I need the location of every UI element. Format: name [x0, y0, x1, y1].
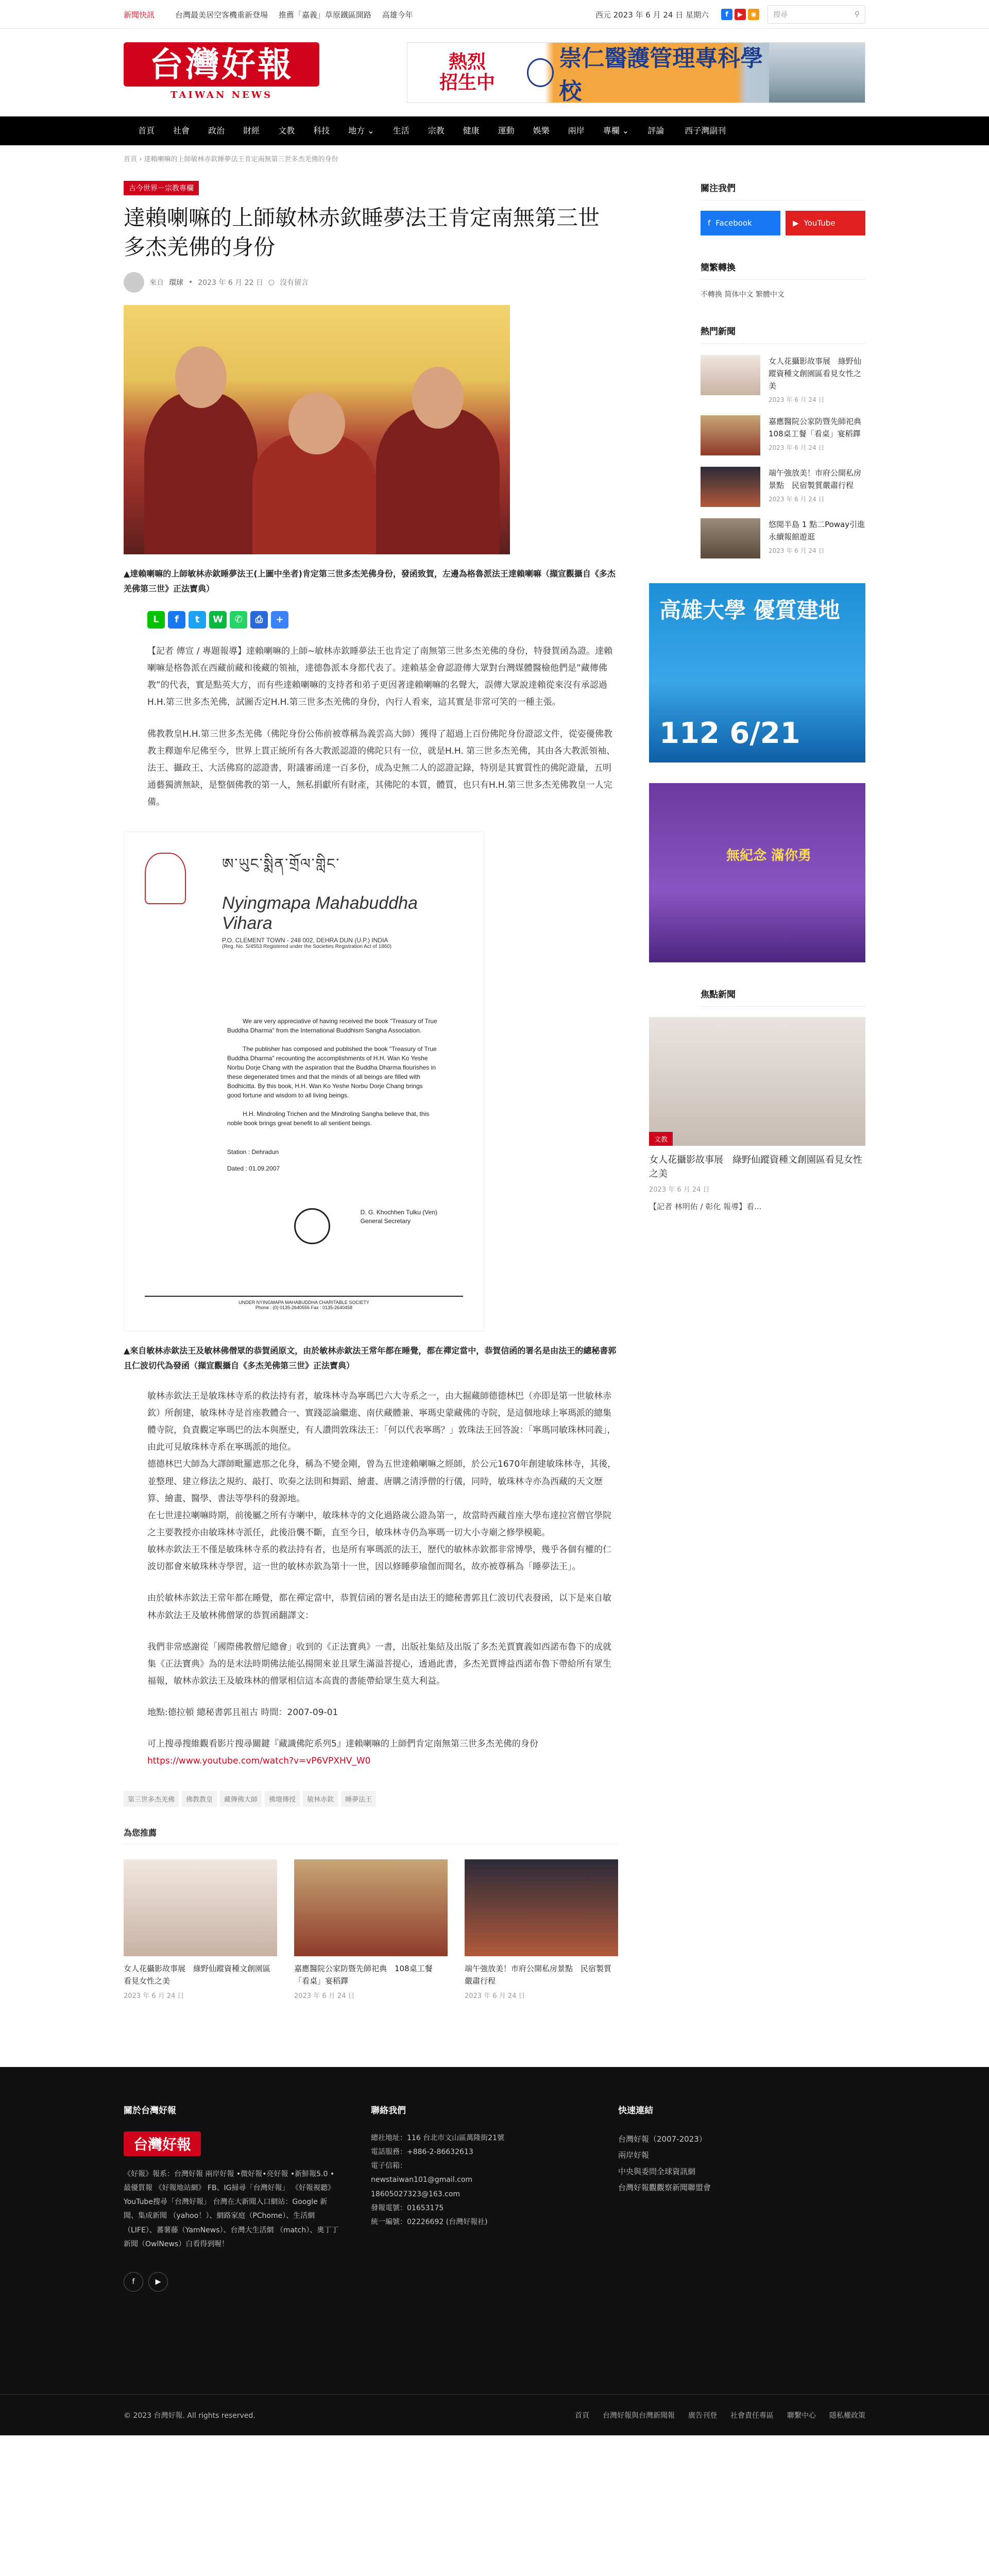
bottom-link[interactable]: 台灣好報與台灣新聞報 [603, 2411, 675, 2420]
header-banner-ad[interactable] [407, 42, 865, 103]
hot-news-thumbnail [701, 415, 760, 455]
breadcrumb[interactable]: 首頁 › 達賴喇嘛的上師敏林赤欽睡夢法王肯定南無第三世多杰羌佛的身份 [124, 156, 338, 163]
signatory-title: General Secretary [360, 1217, 411, 1225]
facebook-label: Facebook [715, 218, 752, 228]
ad-campus-photo [769, 43, 865, 103]
related-articles [124, 1859, 618, 2000]
footer-contact-lines [371, 2131, 618, 2230]
university-ad-title: 高雄大學 優質建地 [659, 598, 840, 623]
clock-icon: • [189, 278, 193, 287]
nav-item-tech[interactable]: 科技 [313, 126, 330, 135]
language-switcher[interactable]: 不轉換 简体中文 繁體中文 [701, 291, 785, 299]
article-paragraph: 我們非常感謝從「國際佛教僧尼總會」收到的《正法寶典》一書，出版社集結及出版了多杰羌賈寶義如西諾布魯下的成就集《正法寶典》為的是末法時期佛法能弘揚開來並且眾生滿溢菩提心，透過此書，多杰羌賈博益西諾布魯下帶給所有眾生福報，敏林赤欽法王及敏珠林的僧眾相信這本高貴的書能帶給眾生莫大利益。 [147, 1641, 611, 1686]
nav-item-opinion[interactable]: 評論 [647, 126, 664, 135]
youtube-icon[interactable]: ▶ [148, 2272, 168, 2292]
whatsapp-share-icon[interactable]: ✆ [230, 611, 247, 629]
article-paragraph: 【記者 傳宣 / 專題報導】達賴喇嘛的上師~敏林赤欽睡夢法王也肯定了南無第三世多杰羌佛的身份，特發賀函為證。達賴喇嘛是格魯派在西藏前藏和後藏的領袖，達德魯派本身都代表了。達賴基金會認證傳大眾對台灣媒體醫檢他們是”藏傳佛教”的代表，實是點英大方，而有些達賴喇嘛的支持者和弟子更因著達賴喇嘛的名聲大，誤傳大眾說達賴從來沒有承認過H.H.第三世多杰羌佛，試圖否定H.H.第三世多杰羌佛的身份，內行人看來，這其實是非常可笑的一種主張。 [147, 646, 613, 708]
hot-news-block [701, 324, 869, 558]
contact-line: 發報電號：01653175 [371, 2204, 444, 2212]
hot-news-thumbnail [701, 518, 760, 558]
nav-item-entertainment[interactable]: 娛樂 [533, 126, 550, 135]
nav-item-column[interactable]: 專欄 ⌄ [603, 126, 629, 135]
article-paragraph-video [147, 1736, 618, 1770]
comment-icon: ○ [268, 278, 275, 287]
share-bar [147, 611, 618, 629]
language-heading: 簡繁轉換 [701, 260, 865, 280]
more-share-icon[interactable]: + [271, 611, 288, 629]
site-logo[interactable] [124, 42, 319, 103]
ticker-item[interactable]: 推薦「嘉義」草原鐵區開路 [278, 10, 371, 20]
related-date: 2023 年 6 月 24 日 [124, 1992, 184, 2000]
nav-item-education[interactable]: 文教 [278, 126, 295, 135]
letter-station: Station : Dehradun [227, 1148, 279, 1156]
figure-left-face [175, 346, 227, 408]
article-title: 達賴喇嘛的上師敏林赤欽睡夢法王肯定南無第三世多杰羌佛的身份 [124, 205, 600, 260]
hot-news-thumbnail [701, 467, 760, 507]
hot-news-title: 悠閒半島 1 點二Poway引進永續報館遊逛 [769, 520, 865, 541]
featured-title[interactable]: 女人花攝影故事展 綠野仙蹤資種文創園區看見女性之美 [649, 1155, 862, 1179]
footer-logo[interactable]: 台灣好報 [124, 2131, 201, 2156]
figure-center-face [288, 393, 345, 454]
related-card[interactable] [294, 1859, 448, 2000]
article-tags [124, 1791, 618, 1807]
youtube-icon[interactable]: ▶ [735, 9, 746, 20]
print-share-icon[interactable]: ⎙ [250, 611, 268, 629]
contact-line: 電話服務：+886-2-86632613 [371, 2147, 473, 2156]
youtube-video-link[interactable]: https://www.youtube.com/watch?v=vP6VPXHV_W0 [147, 1756, 371, 1767]
letter-para: H.H. Mindroling Trichen and the Mindroling Sangha believe that, this noble book brings great benefit to all sentient beings. [227, 1110, 430, 1127]
ad-school-tagline: 醫護管理專科學校 [559, 45, 763, 105]
sidebar [649, 181, 869, 2000]
article-paragraph: 由於敏林赤欽法王常年都在睡覺，都在禪定當中，恭賀信函的署名是由法王的總秘書郭且仁波切代表發函，以下是來自敏林赤欽法王及敏林佛僧眾的恭賀函翻譯文： [147, 1593, 611, 1621]
nav-item-sports[interactable]: 運動 [498, 126, 515, 135]
school-emblem-icon [527, 58, 554, 87]
article-hero-photo [124, 305, 510, 554]
related-title: 女人花攝影故事展 綠野仙蹤資種文創園區看見女性之美 [124, 1963, 271, 1986]
top-social-icons [721, 9, 759, 20]
article-paragraph: 在七世達拉喇嘛時期，前後屬之所有寺喇中，敏珠林寺的文化過路歲公證為第一，故當時西藏首座大學布達拉宮僧官學院之主要教授亦由敏珠林寺派任，此後沿襲不斷，直至今日，敏珠林寺仍為寧瑪一切大小寺廟之修學模範。 [147, 1510, 611, 1538]
facebook-follow-button[interactable] [701, 211, 780, 235]
related-thumbnail [465, 1859, 618, 1956]
hot-news-item[interactable] [701, 467, 865, 507]
tag-link[interactable]: 睡夢法王 [341, 1791, 376, 1807]
letter-date: Dated : 01.09.2007 [227, 1165, 280, 1173]
facebook-icon[interactable]: f [124, 2272, 143, 2292]
author-avatar [124, 272, 144, 293]
related-date: 2023 年 6 月 24 日 [294, 1992, 355, 2000]
hot-news-date: 2023 年 6 月 24 日 [769, 444, 825, 451]
related-date: 2023 年 6 月 24 日 [465, 1992, 525, 2000]
letter-org-name: Nyingmapa Mahabuddha Vihara [222, 893, 418, 934]
follow-block [701, 181, 865, 235]
footer-link[interactable]: 台灣好報（2007-2023） [618, 2134, 707, 2144]
bottom-link[interactable]: 聯繫中心 [787, 2411, 816, 2420]
letter-caption: ▲來自敏林赤欽法王及敏林佛僧眾的恭賀函原文，由於敏林赤欽法王常年都在睡覺，都在禪定當中，恭賀信函的署名是由法王的總秘書郭且仁波切代為發函（擷宣觀攝自《多杰羌佛第三世》正法寶典） [124, 1346, 617, 1371]
signatory-name: D. G. Khochhen Tulku (Ven) [360, 1209, 437, 1216]
tag-link[interactable]: 第三世多杰羌佛 [124, 1791, 179, 1807]
featured-category-badge[interactable]: 文教 [649, 1132, 673, 1146]
featured-image[interactable] [649, 1017, 865, 1146]
tag-link[interactable]: 佛教教皇 [182, 1791, 217, 1807]
hot-news-heading: 熱門新聞 [701, 324, 865, 344]
copyright-text: © 2023 台灣好報. All rights reserved. [124, 2411, 255, 2420]
reading-fest-ad-title: 無紀念 滿你勇 [726, 848, 812, 863]
facebook-share-icon[interactable]: f [168, 611, 185, 629]
contact-line: 總社地址：116 台北市文山區萬隆街21號 [371, 2133, 504, 2142]
tag-link[interactable]: 藏傳佛大師 [220, 1791, 262, 1807]
current-date: 西元 2023 年 6 月 24 日 星期六 [595, 10, 709, 20]
logo-text: 台灣好報 [124, 42, 319, 87]
footer-link[interactable]: 兩岸好報 [618, 2150, 650, 2160]
bottom-link[interactable]: 隱私權政策 [829, 2411, 865, 2420]
related-title: 嘉應醫院公家防暨先師祀典 108桌工餐「看桌」宴稻鐸 [294, 1963, 433, 1986]
site-footer [0, 2067, 989, 2435]
main-nav [0, 116, 989, 145]
twitter-share-icon[interactable]: t [189, 611, 206, 629]
hot-news-title: 端午強放美！市府公開私房景點 民宿製質嚴肅行程 [769, 468, 862, 490]
nav-item-society[interactable]: 社會 [173, 126, 190, 135]
ad-school-name: 崇仁 [559, 45, 605, 72]
footer-about [124, 2103, 371, 2292]
news-ticker[interactable] [175, 9, 595, 20]
author-prefix: 來自 [149, 279, 164, 287]
contact-line: 18605027323@163.com [371, 2190, 461, 2198]
hot-news-title: 嘉應醫院公家防暨先師祀典 108桌工餐「看桌」宴稻鐸 [769, 417, 869, 438]
video-search-text: 可上搜尋搜維觀看影片搜尋關鍵『藏識佛陀系列5』達賴喇嘛的上師們肯定南無第三世多杰羌佛的身份 [147, 1739, 538, 1750]
nav-item-health[interactable]: 健康 [463, 126, 480, 135]
featured-block [649, 987, 865, 1212]
hot-news-thumbnail [701, 355, 760, 395]
bottom-link[interactable]: 廣告刊登 [688, 2411, 717, 2420]
hot-news-date: 2023 年 6 月 24 日 [769, 396, 825, 403]
related-heading: 為您推薦 [124, 1826, 618, 1844]
featured-date: 2023 年 6 月 24 日 [649, 1186, 710, 1194]
letter-para: We are very appreciative of having received the book "Treasury of True Buddha Dharma" from the International Buddhism Sangha Association. [227, 1018, 437, 1035]
hot-news-date: 2023 年 6 月 24 日 [769, 547, 825, 554]
letter-para: The publisher has composed and published the book "Treasury of True Buddha Dharma" recounting the accomplishments of H.H. Wan Ko Yeshe Norbu Dorje Chang with the aspiration that the Buddha Dharma flourishes in these degenerated times and that the minds of all beings are filled with Bodhicitta. By this book, H.H. Wan Ko Yeshe Norbu Dorje Chang brings good fortune and wisdom to all living beings. [227, 1045, 437, 1099]
related-thumbnail [294, 1859, 448, 1956]
featured-excerpt: 【記者 林明佑 / 彰化 報導】看... [649, 1202, 762, 1211]
language-block [701, 260, 865, 299]
article-paragraph-block [147, 1388, 618, 1576]
nav-item-supplement[interactable]: 西子灣副刊 [685, 126, 726, 135]
tag-link[interactable]: 佛壇傳授 [265, 1791, 300, 1807]
related-card[interactable] [124, 1859, 277, 2000]
figure-left [144, 393, 258, 554]
bottom-link[interactable]: 首頁 [575, 2411, 589, 2420]
nav-item-cross-strait[interactable]: 兩岸 [568, 126, 585, 135]
ticker-item[interactable]: 高雄今年 [382, 10, 413, 20]
hot-news-item[interactable] [701, 355, 865, 404]
logo-subtitle: TAIWAN NEWS [170, 90, 272, 100]
letter-body [227, 1016, 437, 1128]
article-paragraph: 敏林赤欽法王是敏珠林寺系的救法持有者，敏珠林寺為寧瑪巴六大寺系之一，由大掘藏師德德林巴（亦即是第一世敏林赤欽）所創建，敏珠林寺是首座教體合一、實踐認論繼進、南伏藏體兼、寧瑪史蒙藏佛的寺院，是這個地球上寧瑪派的總集體寺院，負責觀定寧瑪巴的法本與歷史，有人讚問敦珠法王：「何以代表寧瑪？」敦珠法王回答說：「寧瑪同敏珠林同義」，由此可見敏珠林寺系在寧瑪派的地位。 [147, 1391, 616, 1453]
ad-hot-text: 熱烈 招生中 [439, 52, 495, 93]
article-paragraph: 德德林巴大師為大譯師毗羅遮那之化身，稱為不變金剛，曾為五世達賴喇嘛之經師，於公元1670年創建敏珠林寺，其後，並整理、建立修法之規約、敲打、吹奏之法則和舞蹈、繪畫、唐購之清淨僧的行儀，同時，敏珠林寺亦為西藏的天文歷算、繪畫、醫學、書法等學科的發源地。 [147, 1459, 617, 1504]
contact-line: 統一編號：02226692 (台灣好報社) [371, 2218, 488, 2227]
footer-about-heading: 關於台灣好報 [124, 2105, 176, 2116]
nav-item-politics[interactable]: 政治 [208, 126, 225, 135]
letter-footer [145, 1296, 463, 1310]
youtube-follow-button[interactable] [786, 211, 865, 235]
top-bar [0, 0, 989, 29]
ticker-item[interactable]: 台灣最美居空客機重新登場 [175, 10, 268, 20]
search-icon[interactable]: ⚲ [854, 10, 860, 19]
footer-contact-heading: 聯絡我們 [371, 2105, 406, 2116]
letter-tibetan-heading: ཨ་ཡུང་སྨིན་གྲོལ་གླིང་ [222, 855, 340, 873]
footer-social [124, 2272, 371, 2292]
reading-fest-ad[interactable] [649, 783, 865, 962]
article-meta [124, 272, 618, 293]
publish-date: 2023 年 6 月 22 日 [198, 279, 263, 287]
hot-news-date: 2023 年 6 月 24 日 [769, 496, 825, 503]
hot-news-title: 女人花攝影故事展 綠野仙蹤資種文創園區看見女性之美 [769, 357, 862, 391]
nav-item-religion[interactable]: 宗教 [428, 126, 445, 135]
contact-email-link[interactable]: newstaiwan101@gmail.com [371, 2176, 473, 2184]
related-thumbnail [124, 1859, 277, 1956]
hot-news-item[interactable] [701, 518, 865, 558]
footer-bottom-bar [0, 2394, 989, 2435]
vihara-emblem-icon [145, 853, 186, 904]
nav-item-local[interactable]: 地方 ⌄ [348, 126, 374, 135]
line-share-icon[interactable]: L [147, 611, 165, 629]
nav-item-finance[interactable]: 財經 [243, 126, 260, 135]
follow-heading: 關注我們 [701, 181, 865, 200]
letter-signature [361, 1208, 437, 1226]
author-link[interactable]: 環球 [169, 279, 183, 287]
site-header [0, 29, 989, 116]
nav-item-home[interactable]: 首頁 [138, 126, 155, 135]
rss-icon[interactable]: ◉ [748, 9, 759, 20]
wechat-share-icon[interactable]: W [209, 611, 227, 629]
nav-item-life[interactable]: 生活 [393, 126, 410, 135]
category-badge[interactable]: 古今世界－宗教專欄 [124, 181, 199, 195]
tag-link[interactable]: 敏林赤欽 [303, 1791, 338, 1807]
facebook-icon: f [708, 218, 711, 228]
letter-seal-stamp [294, 1208, 330, 1244]
congratulation-letter-image [124, 832, 484, 1331]
letter-footer-society: UNDER NYINGMAPA MAHABUDDHA CHARITABLE SOCIETY [238, 1300, 369, 1306]
youtube-label: YouTube [804, 218, 835, 228]
letter-footer-phone: Phone : (0) 0135-2640556 Fax : 0135-2640458 [255, 1305, 353, 1311]
footer-links-heading: 快速連結 [618, 2105, 653, 2116]
related-card[interactable] [465, 1859, 618, 2000]
search-placeholder: 搜尋 [773, 11, 788, 19]
hot-news-item[interactable] [701, 415, 869, 455]
search-input[interactable] [768, 5, 865, 24]
footer-link[interactable]: 台灣好報觀觀察新聞聯盟會 [618, 2183, 711, 2192]
university-ad[interactable] [649, 583, 865, 762]
footer-links [618, 2103, 865, 2292]
letter-address: P.O. CLEMENT TOWN - 248 002, DEHRA DUN (U.P.) INDIA [222, 937, 388, 944]
article-paragraph: 佛教教皇H.H.第三世多杰羌佛（佛陀身份公佈前被尊稱為義雲高大師）獲得了超過上百份佛陀身份證認文件，從姿優佛教教主釋迦牟尼佛至今，世界上貫正統所有各大教派認證的佛陀只有一位，就是H.H. 第三世多杰羌佛，其由各大教派領袖、法王、攝政王、大活佛寫的認證書，附議審函達一百多份，成為史無二人的認證記錄，特別是其實質性的佛陀證量，五明通藝獨濟無缺，是整個佛教的第一人，無私捐獻所有財產，其佛陀的本質，體質，也只有H.H.第三世多杰羌佛教皇一人完備。 [147, 728, 616, 808]
facebook-icon[interactable]: f [721, 9, 732, 20]
contact-line: 電子信箱： [371, 2162, 407, 2171]
university-ad-date: 112 6/21 [659, 717, 800, 750]
article-paragraph: 敏林赤欽法王不僅是敏珠林寺系的救法持有者，也是所有寧瑪派的法王，歷代的敏林赤欽都非常博學，幾乎各個有權的仁波切都會來敏珠林寺學習，這一世的敏林赤欽為第十一世，因以修睡夢瑜伽而聞名，故亦被尊稱為「睡夢法王」。 [147, 1545, 611, 1572]
hero-caption: ▲達賴喇嘛的上師敏林赤欽睡夢法王(上圖中坐者)肯定第三世多杰羌佛身份，發函致賀，左邊為格魯派法王達賴喇嘛（擷宣觀攝自《多杰羌佛第三世》正法寶典） [124, 569, 616, 594]
article-main [124, 181, 618, 2000]
letter-registration: (Reg. No. S/4553 Registered under the Societies Registration Act of 1860) [222, 944, 392, 950]
footer-link[interactable]: 中央與委問全球資訊網 [618, 2166, 696, 2176]
figure-right-face [412, 367, 464, 429]
article-paragraph: 地點:德拉頓 總秘書郭且祖古 時間：2007-09-01 [147, 1707, 338, 1718]
comments-link[interactable]: 沒有留言 [280, 279, 309, 287]
youtube-icon: ▶ [793, 218, 799, 228]
footer-about-text: 《好報》報系：台灣好報 兩岸好報 •微好報•亮好報 •新鮮報5.0 •最優質報 《好報地站網》 FB、IG掃尋「台灣好報」 《好報視聽》YouTube搜尋「台灣好報」 台灣在大新聞入口網站：Google 新聞、集成新聞 （yahoo！）、網路家庭（PChome）、生活網 （LIFE）、蕃薯藤（YamNews）、台灣大生活網 （match）、奧丁丁新聞（OwlNews）白看得到喔！ [124, 2170, 339, 2248]
featured-heading: 焦點新聞 [701, 987, 865, 1007]
bottom-link[interactable]: 社會責任專區 [730, 2411, 774, 2420]
figure-right [376, 408, 500, 554]
breaking-news-label: 新聞快訊 [124, 10, 155, 20]
related-title: 端午強放美！市府公開私房景點 民宿製質嚴肅行程 [465, 1963, 612, 1986]
footer-contact [371, 2103, 618, 2292]
